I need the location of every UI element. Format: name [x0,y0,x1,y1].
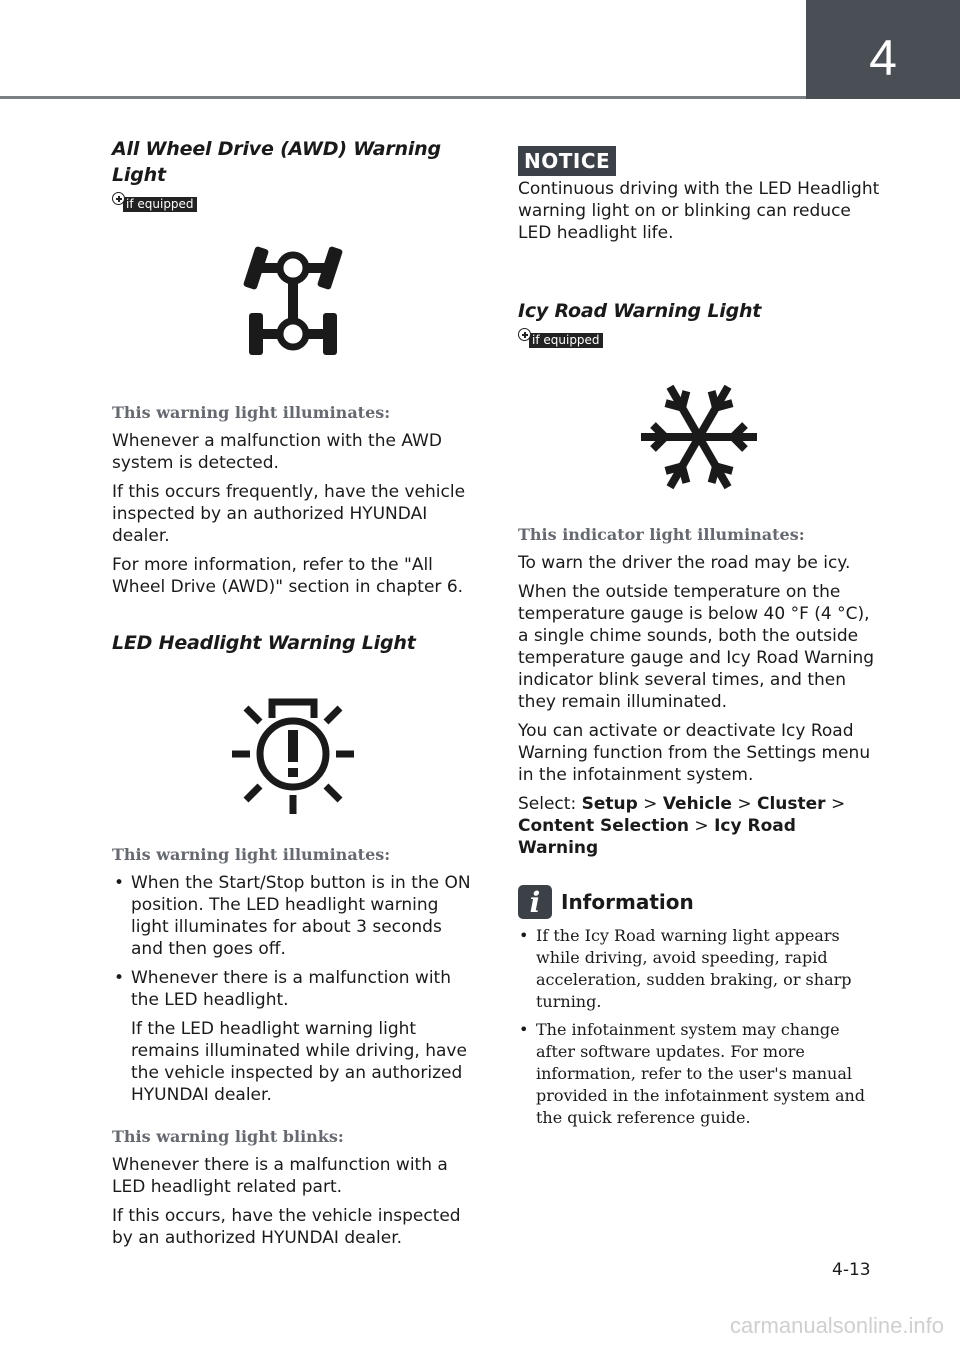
select-label: Select: [518,794,577,814]
right-column [518,146,880,1135]
led-blink-paragraph: Whenever there is a malfunction with a LED headlight related part. [112,1155,448,1197]
menu-path-icy-road-warning: Icy Road Warning [518,816,796,858]
information-header [518,885,880,919]
path-separator: > [694,816,709,836]
snowflake-icon [634,377,764,497]
awd-title: All Wheel Drive (AWD) Warning Light [112,138,441,186]
menu-path-setup: Setup [581,794,638,814]
icy-paragraph: To warn the driver the road may be icy. [518,553,851,573]
led-icon-area [112,670,474,842]
list-item [112,967,474,1106]
icy-paragraph: You can activate or deactivate Icy Road Warning function from the Settings menu in the infotainment system. [518,721,871,785]
list-item: • When the Start/Stop button is in the ON position. The LED headlight warning light illuminates for about 3 seconds and then goes off. [112,872,474,960]
awd-paragraph: Whenever a malfunction with the AWD system is detected. [112,431,442,473]
equipped-label: if equipped [529,333,603,348]
icy-icon-area [518,362,880,512]
awd-drivetrain-icon [233,237,353,367]
led-blink-subheading: This warning light blinks: [112,1127,344,1146]
icy-title: Icy Road Warning Light [518,300,762,322]
plus-icon [518,328,531,341]
awd-equipped-badge [112,192,197,212]
path-separator: > [643,794,658,814]
menu-path-cluster: Cluster [757,794,826,814]
led-bullet-list [112,872,474,1106]
led-bullet-note: If the LED headlight warning light remains illuminated while driving, have the vehicle inspected by an authorized HYUNDAI dealer. [131,1019,467,1105]
icy-equipped-badge [518,328,603,348]
page-number: 4-13 [832,1260,871,1280]
information-list [518,925,880,1129]
menu-path-content-selection: Content Selection [518,816,690,836]
chapter-tab: 4 [806,0,960,99]
led-blink-paragraph: If this occurs, have the vehicle inspected by an authorized HYUNDAI dealer. [112,1206,461,1248]
plus-icon [112,192,125,205]
path-separator: > [737,794,752,814]
awd-subheading: This warning light illuminates: [112,403,391,422]
menu-path-vehicle: Vehicle [662,794,732,814]
list-item: • The infotainment system may change after software updates. For more information, refer to the user's manual provided in the infotainment system and the quick reference guide. [518,1019,880,1129]
info-icon: i [518,885,552,919]
watermark: carmanualsonline.info [729,1313,944,1338]
icy-paragraph: When the outside temperature on the temperature gauge is below 40 °F (4 °C), a single chime sounds, both the outside temperature gauge and Icy Road Warning indicator blink several times, and then they remain illuminated. [518,582,875,712]
notice-label: NOTICE [518,146,616,176]
notice-text: Continuous driving with the LED Headlight warning light on or blinking can reduce LED headlight life. [518,179,880,243]
left-column [112,136,474,1256]
list-item: • If the Icy Road warning light appears while driving, avoid speeding, rapid acceleration, sudden braking, or sharp turning. [518,925,880,1013]
awd-icon-area [112,222,474,382]
led-subheading: This warning light illuminates: [112,845,391,864]
path-separator: > [830,794,846,814]
information-title: Information [561,890,694,914]
header-rule [0,96,806,99]
list-item-text: Whenever there is a malfunction with the LED headlight. [131,968,451,1010]
led-headlight-warning-icon [228,696,358,816]
equipped-label: if equipped [123,197,197,212]
icy-select-path [518,793,880,859]
awd-paragraph: If this occurs frequently, have the vehicle inspected by an authorized HYUNDAI dealer. [112,482,466,546]
awd-paragraph: For more information, refer to the "All Wheel Drive (AWD)" section in chapter 6. [112,555,464,597]
led-title: LED Headlight Warning Light [112,632,416,654]
icy-subheading: This indicator light illuminates: [518,525,805,544]
